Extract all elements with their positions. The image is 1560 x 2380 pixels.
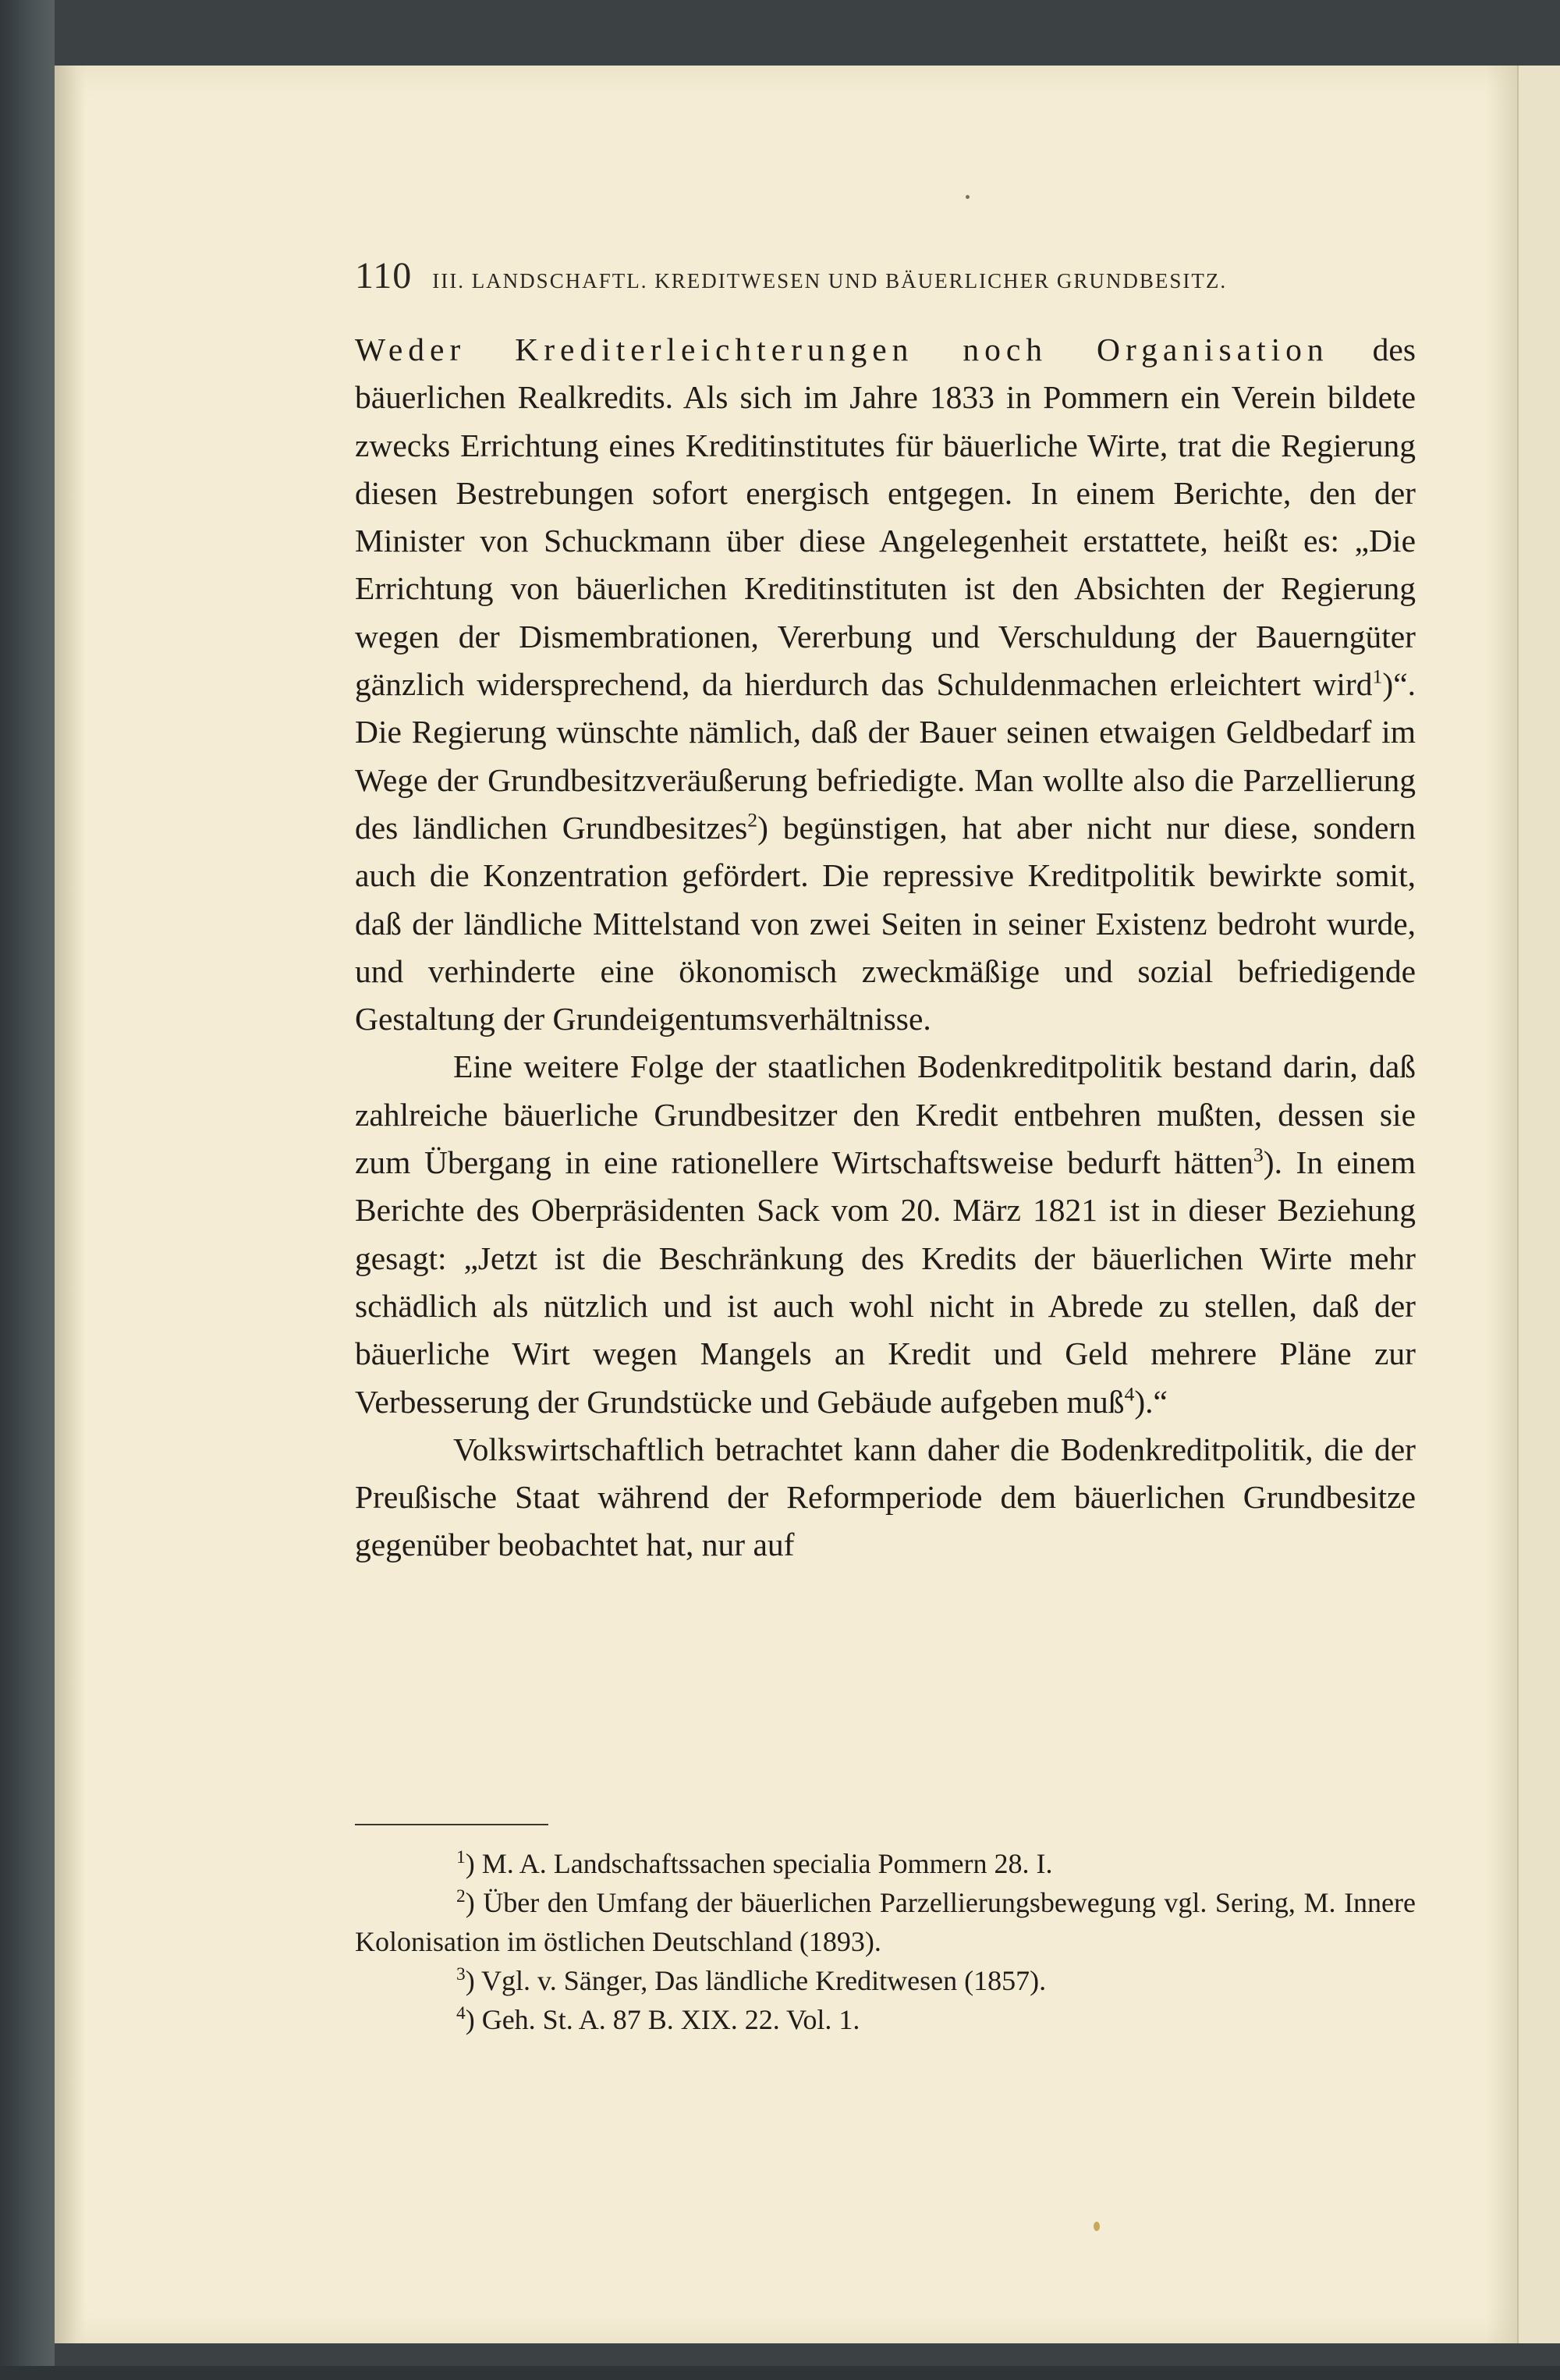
- footnote-ref-4: 4: [1124, 1382, 1135, 1406]
- footnote-mark: 3: [456, 1964, 466, 1985]
- footnote-4: [355, 2000, 1416, 2039]
- footnote-text: ) Über den Umfang der bäuerlichen Parzellierungsbewegung vgl. Sering, M. Innere Kolonisation im östlichen Deutschland (1893).: [355, 1887, 1416, 1957]
- paper-speck: [1094, 2222, 1100, 2231]
- running-title: III. LANDSCHAFTL. KREDITWESEN UND BÄUERLICHER GRUNDBESITZ.: [432, 269, 1228, 293]
- paragraph-3: Volkswirtschaftlich betrachtet kann daher die Bodenkreditpolitik, die der Preußische Staat während der Reformperiode dem bäuerlichen Grundbesitze gegenüber beobachtet hat, nur auf: [355, 1431, 1416, 1563]
- paragraph-1: [355, 326, 1416, 1043]
- paragraph-2-text-a: Eine weitere Folge der staatlichen Bodenkreditpolitik bestand darin, daß zahlreiche bäuerliche Grundbesitzer den Kredit entbehren mußten, dessen sie zum Übergang in eine rationellere Wirtschaftsweise bedurft hätten: [355, 1048, 1416, 1181]
- footnote-mark: 4: [456, 2003, 466, 2024]
- paragraph-2-text-b: ). In einem Berichte des Oberpräsidenten Sack vom 20. März 1821 ist in dieser Beziehung gesagt: „Jetzt ist die Beschränkung des Kredits der bäuerlichen Wirte mehr schädlich als nützlich und ist auch wohl nicht in Abrede zu stellen, daß der bäuerliche Wirt wegen Mangels an Kredit und Geld mehrere Pläne zur Verbesserung der Grundstücke und Gebäude aufgeben muß: [355, 1144, 1416, 1420]
- footnote-ref-3: 3: [1253, 1143, 1264, 1166]
- footnote-3: [355, 1961, 1416, 2000]
- footnote-divider: [355, 1824, 548, 1825]
- scan-background-bottom: [0, 2366, 1560, 2380]
- footnote-1: [355, 1844, 1416, 1883]
- paragraph-1-text-b: )“. Die Regierung wünschte nämlich, daß der Bauer seinen etwaigen Geldbedarf im Wege der Grundbesitzveräußerung befriedigte. Man wollte also die Parzellierung des ländlichen Grundbesitzes: [355, 666, 1416, 846]
- footnote-ref-2: 2: [747, 808, 758, 832]
- footnote-mark: 2: [456, 1886, 466, 1907]
- paragraph-1-text-a: des bäuerlichen Realkredits. Als sich im Jahre 1833 in Pommern ein Verein bildete zwecks Errichtung eines Kreditinstitutes für bäuerliche Wirte, trat die Regierung diesen Bestrebungen sofort energisch entgegen. In einem Berichte, den der Minister von Schuckmann über diese Angelegenheit erstattete, heißt es: „Die Errichtung von bäuerlichen Kreditinstituten ist den Absichten der Regierung wegen der Dismembrationen, Vererbung und Verschuldung der Bauerngüter gänzlich widersprechend, da hierdurch das Schuldenmachen erleichtert wird: [355, 332, 1416, 703]
- paper-speck: [966, 195, 970, 199]
- spaced-emphasis: Weder Krediterleichterungen noch Organisation: [355, 332, 1329, 367]
- page-header: [355, 254, 1416, 301]
- page-spine-shadow: [55, 66, 86, 2343]
- paragraph-1-text-c: ) begünstigen, hat aber nicht nur diese, sondern auch die Konzentration gefördert. Die repressive Kreditpolitik bewirkte somit, daß der ländliche Mittelstand von zwei Seiten in seiner Existenz bedroht wurde, und verhinderte eine ökonomisch zweckmäßige und sozial befriedigende Gestaltung der Grundeigentumsverhältnisse.: [355, 809, 1416, 1037]
- main-text: [355, 326, 1416, 1570]
- page-number: 110: [355, 255, 413, 296]
- footnote-2: [355, 1883, 1416, 1961]
- footnote-ref-1: 1: [1372, 665, 1383, 688]
- footnotes: [355, 1844, 1416, 2039]
- paragraph-2-text-c: ).“: [1134, 1383, 1168, 1420]
- scan-background-left: [0, 0, 55, 2380]
- footnote-text: ) Geh. St. A. 87 B. XIX. 22. Vol. 1.: [465, 2004, 860, 2035]
- next-page-edge: [1517, 66, 1560, 2343]
- footnote-text: ) Vgl. v. Sänger, Das ländliche Kreditwesen (1857).: [465, 1965, 1047, 1996]
- paragraph-2: [355, 1043, 1416, 1425]
- footnote-text: ) M. A. Landschaftssachen specialia Pommern 28. I.: [465, 1848, 1053, 1879]
- footnote-mark: 1: [456, 1847, 466, 1868]
